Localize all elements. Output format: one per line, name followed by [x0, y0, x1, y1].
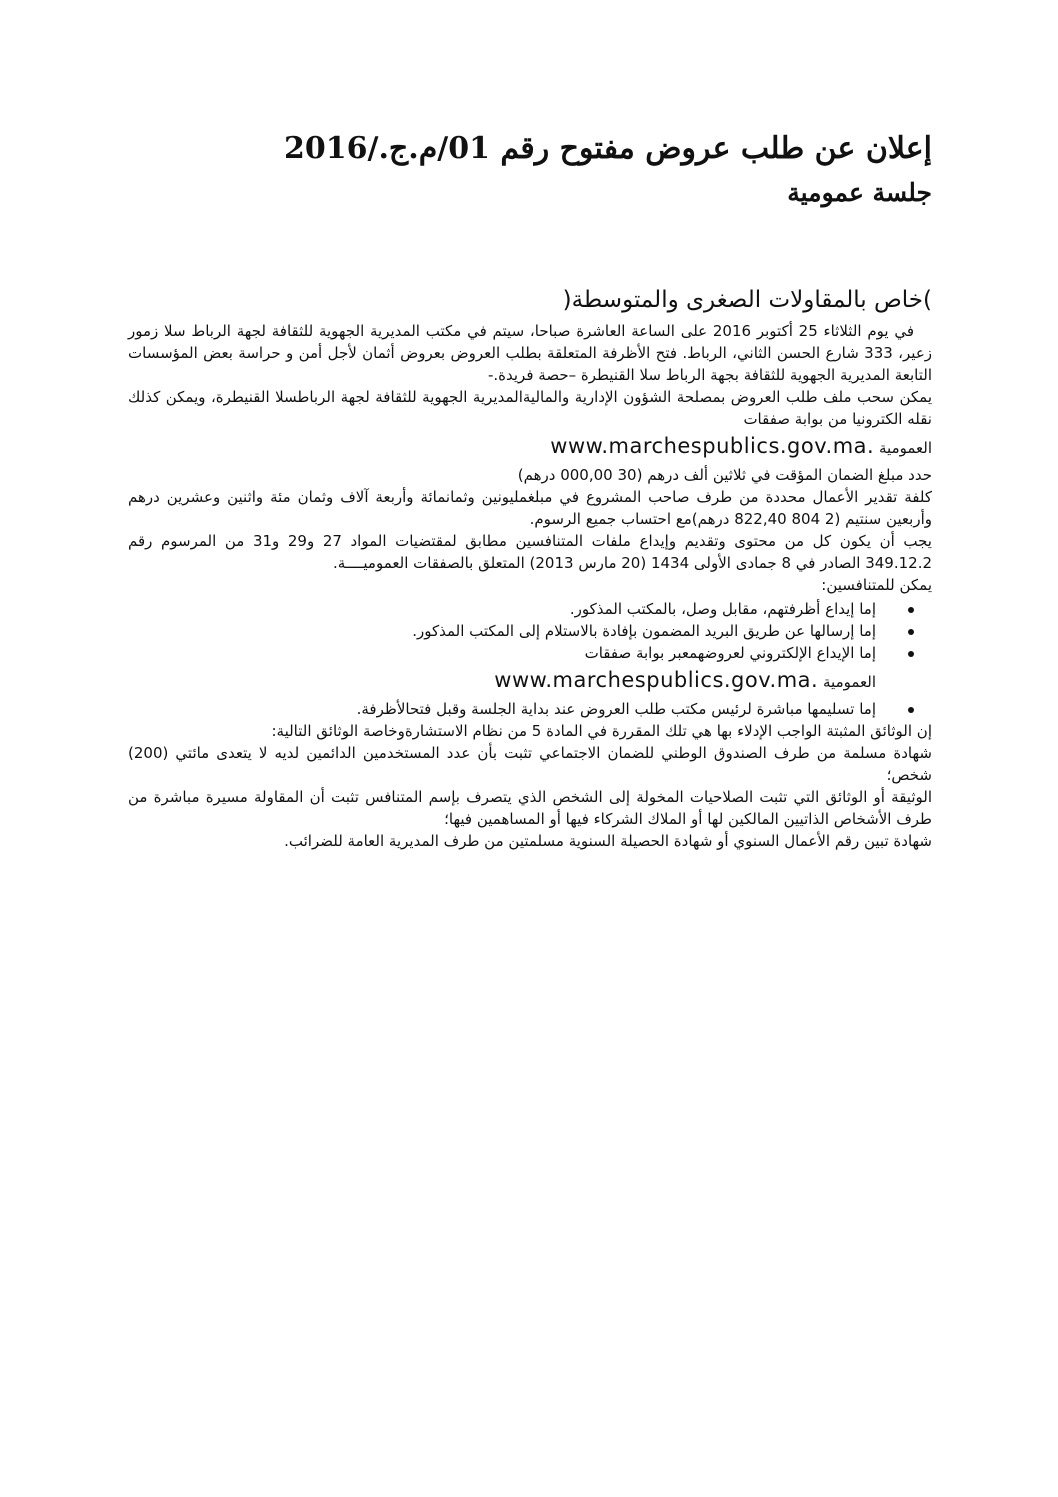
- list-item: [128, 620, 932, 642]
- cost-estimate-paragraph: كلفة تقدير الأعمال محددة من طرف صاحب المشروع في مبلغمليونين وثمانمائة وأربعة آلاف وثمان مئة واثنين وعشرين درهم وأربعين سنتيم (2 804 822,40 درهم)مع احتساب جميع الرسوم.: [128, 488, 932, 528]
- bullet-icon: [908, 607, 914, 613]
- section-heading: )خاص بالمقاولات الصغرى والمتوسطة(: [562, 287, 932, 313]
- bullet-icon: [908, 651, 914, 657]
- withdraw-paragraph: يمكن سحب ملف طلب العروض بمصلحة الشؤون الإدارية والماليةالمديرية الجهوية للثقافة لجهة الرباطسلا القنيطرة، ويمكن كذلك نقله الكترونيا من بوابة صفقات: [128, 388, 932, 428]
- document-item: شهادة تبين رقم الأعمال السنوي أو شهادة الحصيلة السنوية مسلمتين من طرف المديرية العامة للضرائب.: [284, 832, 932, 850]
- list-item: [128, 642, 932, 698]
- document-item: شهادة مسلمة من طرف الصندوق الوطني للضمان الاجتماعي تثبت بأن عدد المستخدمين الدائمين لديه لا يتعدى مائتي (200) شخص؛: [128, 744, 932, 784]
- list-item: [128, 598, 932, 620]
- document-item: الوثيقة أو الوثائق التي تثبت الصلاحيات المخولة إلى الشخص الذي يتصرف بإسم المتنافس تثبت أن المقاولة مسيرة مباشرة من طرف الأشخاص الذاتيين المالكين لها أو الملاك الشركاء فيها أو المساهمين فيها؛: [128, 788, 932, 828]
- option-url-line: [128, 664, 876, 698]
- page-title: إعلان عن طلب عروض مفتوح رقم 01/م.ج./2016: [283, 131, 932, 166]
- competitors-intro: يمكن للمتنافسين:: [821, 576, 932, 594]
- option-text: إما تسليمها مباشرة لرئيس مكتب طلب العروض عند بداية الجلسة وقبل فتحالأظرفة.: [356, 700, 876, 718]
- option-text: إما الإيداع الإلكتروني لعروضهمعبر بوابة صفقات: [584, 644, 876, 662]
- page-subtitle: جلسة عمومية: [787, 178, 932, 207]
- website-link[interactable]: www.marchespublics.gov.ma.: [494, 668, 819, 692]
- guarantee-paragraph: حدد مبلغ الضمان المؤقت في ثلاثين ألف درهم (30 000,00 درهم): [517, 466, 932, 484]
- list-item: [128, 698, 932, 720]
- announcement-body: [128, 320, 932, 852]
- document-page: [128, 0, 932, 1497]
- bullet-icon: [908, 629, 914, 635]
- compliance-paragraph: يجب أن يكون كل من محتوى وتقديم وإيداع ملفات المتنافسين مطابق لمقتضيات المواد 27 و29 و31 من المرسوم رقم 349.12.2 الصادر في 8 جمادى الأولى 1434 (20 مارس 2013) المتعلق بالصفقات العموميــــة.: [128, 532, 932, 572]
- options-list: [128, 598, 932, 720]
- withdraw-suffix: العمومية: [879, 439, 932, 457]
- website-link[interactable]: www.marchespublics.gov.ma.: [550, 434, 875, 458]
- bullet-icon: [908, 707, 914, 713]
- intro-paragraph: في يوم الثلاثاء 25 أكتوبر 2016 على الساعة العاشرة صباحا، سيتم في مكتب المديرية الجهوية للثقافة لجهة الرباط سلا زمور زعير، 333 شارع الحسن الثاني، الرباط. فتح الأظرفة المتعلقة بطلب العروض بعروض أثمان لأجل أمن و حراسة بعض المؤسسات التابعة المديرية الجهوية للثقافة بجهة الرباط سلا القنيطرة –حصة فريدة.-: [128, 322, 933, 384]
- option-text: إما إرسالها عن طريق البريد المضمون بإفادة بالاستلام إلى المكتب المذكور.: [412, 622, 876, 640]
- withdraw-url-line: [128, 430, 932, 464]
- option-suffix: العمومية: [823, 673, 876, 691]
- documents-intro: إن الوثائق المثبتة الواجب الإدلاء بها هي تلك المقررة في المادة 5 من نظام الاستشارةوخاصة الوثائق التالية:: [271, 722, 932, 740]
- option-text: إما إيداع أظرفتهم، مقابل وصل، بالمكتب المذكور.: [569, 600, 876, 618]
